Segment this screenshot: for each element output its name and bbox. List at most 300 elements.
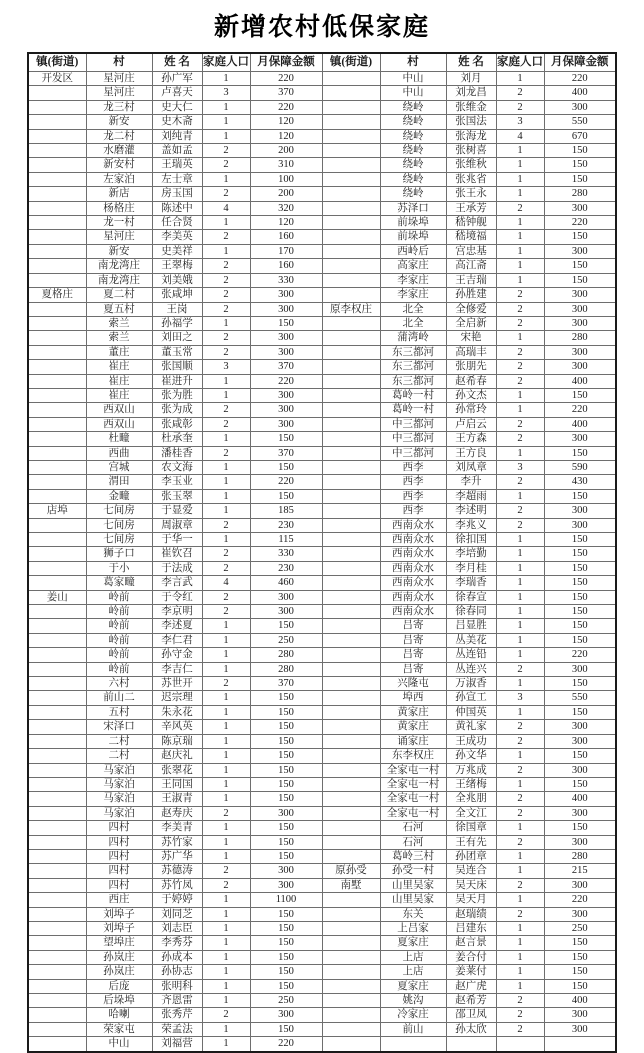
table-cell: 绕岭	[380, 115, 446, 129]
table-cell: 2	[202, 1008, 250, 1022]
table-cell: 赵广虎	[446, 979, 496, 993]
table-cell: 150	[250, 849, 322, 863]
table-cell: 张秀芹	[152, 1008, 202, 1022]
table-cell: 姜山	[28, 590, 86, 604]
table-cell	[28, 244, 86, 258]
table-cell: 西李	[380, 489, 446, 503]
table-cell: 岭前	[86, 605, 152, 619]
table-cell	[322, 792, 380, 806]
table-cell	[28, 360, 86, 374]
table-cell: 后垛埠	[86, 994, 152, 1008]
table-cell: 150	[250, 821, 322, 835]
table-cell: 山里吴家	[380, 893, 446, 907]
table-cell	[28, 705, 86, 719]
table-cell: 星河庄	[86, 86, 152, 100]
table-cell: 姜莱付	[446, 965, 496, 979]
table-cell: 张朋先	[446, 360, 496, 374]
table-cell: 370	[250, 360, 322, 374]
table-row	[28, 172, 616, 186]
table-cell: 330	[250, 547, 322, 561]
table-cell: 全修爱	[446, 302, 496, 316]
table-cell	[28, 1008, 86, 1022]
table-cell: 黄家庄	[380, 705, 446, 719]
table-row	[28, 648, 616, 662]
table-cell: 150	[544, 936, 616, 950]
table-cell	[28, 921, 86, 935]
table-cell: 1	[496, 273, 544, 287]
table-cell	[322, 893, 380, 907]
table-cell: 1	[496, 489, 544, 503]
table-cell: 220	[250, 100, 322, 114]
table-cell: 诵家庄	[380, 734, 446, 748]
table-cell	[28, 331, 86, 345]
table-cell: 150	[544, 446, 616, 460]
table-cell: 刘埠子	[86, 907, 152, 921]
table-cell: 1	[202, 979, 250, 993]
table-cell: 1	[202, 720, 250, 734]
table-cell: 李培勤	[446, 547, 496, 561]
table-cell	[322, 547, 380, 561]
table-cell: 于显爱	[152, 504, 202, 518]
table-cell: 300	[544, 1008, 616, 1022]
table-row	[28, 979, 616, 993]
table-cell: 550	[544, 115, 616, 129]
table-cell: 赵希芳	[446, 994, 496, 1008]
table-cell: 高江斋	[446, 259, 496, 273]
table-cell: 孙守金	[152, 648, 202, 662]
table-cell: 2	[202, 806, 250, 820]
table-cell: 孙岚庄	[86, 950, 152, 964]
table-cell: 潘桂香	[152, 446, 202, 460]
table-cell: 300	[544, 360, 616, 374]
table-row	[28, 403, 616, 417]
table-cell: 1	[202, 936, 250, 950]
table-cell: 300	[544, 302, 616, 316]
table-cell: 刘志臣	[152, 921, 202, 935]
table-cell: 南龙湾庄	[86, 259, 152, 273]
table-cell: 徐国章	[446, 821, 496, 835]
table-cell	[322, 994, 380, 1008]
table-cell: 岭前	[86, 619, 152, 633]
table-cell: 王有先	[446, 835, 496, 849]
table-row	[28, 835, 616, 849]
table-cell: 徐春宣	[446, 590, 496, 604]
table-cell: 300	[544, 907, 616, 921]
table-cell: 全家屯一村	[380, 777, 446, 791]
table-cell: 300	[250, 388, 322, 402]
table-cell: 葛岭一村	[380, 388, 446, 402]
table-cell: 荣家屯	[86, 1022, 152, 1036]
table-cell: 张海龙	[446, 129, 496, 143]
table-cell	[28, 144, 86, 158]
table-cell: 2	[496, 475, 544, 489]
table-cell: 2	[496, 86, 544, 100]
table-cell: 430	[544, 475, 616, 489]
table-cell: 4	[202, 201, 250, 215]
table-cell: 龙三村	[86, 100, 152, 114]
table-cell: 1	[202, 662, 250, 676]
table-cell: 1	[202, 965, 250, 979]
table-cell: 1	[202, 792, 250, 806]
table-cell: 300	[250, 605, 322, 619]
table-cell: 230	[250, 561, 322, 575]
table-cell	[28, 576, 86, 590]
table-cell: 中山	[380, 72, 446, 86]
table-cell	[322, 273, 380, 287]
table-cell: 1	[202, 633, 250, 647]
table-cell: 1	[496, 446, 544, 460]
table-cell: 150	[544, 950, 616, 964]
table-cell: 2	[202, 547, 250, 561]
table-cell: 蒲湾岭	[380, 331, 446, 345]
table-cell: 2	[202, 259, 250, 273]
table-cell: 卢喜天	[152, 86, 202, 100]
table-cell: 300	[250, 345, 322, 359]
table-cell	[322, 129, 380, 143]
table-cell: 七间房	[86, 518, 152, 532]
table-cell: 1	[496, 388, 544, 402]
table-cell: 1	[202, 316, 250, 330]
table-cell: 杨格庄	[86, 201, 152, 215]
table-cell: 300	[544, 100, 616, 114]
table-cell: 160	[250, 230, 322, 244]
table-cell	[322, 734, 380, 748]
table-cell	[28, 936, 86, 950]
table-cell: 中三都河	[380, 432, 446, 446]
table-cell: 新安	[86, 244, 152, 258]
table-cell: 1	[496, 605, 544, 619]
table-cell: 张翠花	[152, 763, 202, 777]
table-cell: 渭田	[86, 475, 152, 489]
table-cell: 2	[496, 316, 544, 330]
table-cell: 黄礼家	[446, 720, 496, 734]
table-cell: 150	[544, 259, 616, 273]
table-cell	[322, 230, 380, 244]
table-row	[28, 806, 616, 820]
table-cell: 徐春同	[446, 605, 496, 619]
table-cell: 夏家庄	[380, 979, 446, 993]
table-cell: 李瑞香	[446, 576, 496, 590]
table-cell: 2	[202, 446, 250, 460]
table-cell	[322, 633, 380, 647]
table-cell: 1	[496, 777, 544, 791]
table-cell	[322, 677, 380, 691]
table-cell: 索兰	[86, 316, 152, 330]
table-cell: 苏竹凤	[152, 878, 202, 892]
table-cell: 李超雨	[446, 489, 496, 503]
table-cell: 1	[202, 72, 250, 86]
table-row	[28, 489, 616, 503]
table-cell	[322, 489, 380, 503]
table-cell: 崔钦召	[152, 547, 202, 561]
table-cell: 绕岭	[380, 158, 446, 172]
table-cell: 于小	[86, 561, 152, 575]
table-cell: 张兆省	[446, 172, 496, 186]
table-cell	[322, 777, 380, 791]
table-cell	[446, 1037, 496, 1052]
table-cell: 150	[250, 489, 322, 503]
table-cell: 开发区	[28, 72, 86, 86]
table-cell: 赵言景	[446, 936, 496, 950]
table-cell: 龙二村	[86, 129, 152, 143]
table-cell: 2	[496, 374, 544, 388]
table-cell: 中山	[380, 86, 446, 100]
table-cell: 1	[202, 907, 250, 921]
table-cell	[28, 489, 86, 503]
table-cell: 1	[202, 388, 250, 402]
table-cell: 卢启云	[446, 417, 496, 431]
table-row	[28, 244, 616, 258]
table-cell	[28, 677, 86, 691]
table-cell: 150	[250, 950, 322, 964]
table-cell	[322, 86, 380, 100]
table-cell	[322, 460, 380, 474]
table-cell: 1	[496, 749, 544, 763]
table-cell: 全家屯一村	[380, 763, 446, 777]
table-cell: 220	[544, 216, 616, 230]
table-cell: 孙福学	[152, 316, 202, 330]
table-cell: 150	[250, 619, 322, 633]
table-cell: 狮子口	[86, 547, 152, 561]
table-row	[28, 446, 616, 460]
table-cell: 七间房	[86, 504, 152, 518]
column-header: 月保障金额	[250, 53, 322, 72]
table-cell: 1	[202, 648, 250, 662]
table-cell	[322, 749, 380, 763]
table-cell	[28, 1022, 86, 1036]
table-cell	[28, 374, 86, 388]
table-cell: 220	[544, 403, 616, 417]
table-cell: 150	[544, 605, 616, 619]
column-header: 镇(街道)	[28, 53, 86, 72]
table-cell: 400	[544, 417, 616, 431]
table-cell: 150	[250, 691, 322, 705]
table-cell: 丛连铅	[446, 648, 496, 662]
table-cell: 1	[202, 432, 250, 446]
table-cell: 马家泊	[86, 792, 152, 806]
table-row	[28, 388, 616, 402]
table-cell: 1	[496, 187, 544, 201]
table-cell: 300	[544, 288, 616, 302]
table-cell: 300	[250, 864, 322, 878]
table-cell: 岭前	[86, 633, 152, 647]
table-cell: 上店	[380, 950, 446, 964]
table-cell: 115	[250, 533, 322, 547]
table-cell: 西南众水	[380, 547, 446, 561]
table-row	[28, 691, 616, 705]
table-row	[28, 821, 616, 835]
table-cell: 220	[250, 72, 322, 86]
table-cell: 1	[202, 1022, 250, 1036]
table-cell	[28, 345, 86, 359]
table-cell	[322, 72, 380, 86]
table-cell: 400	[544, 374, 616, 388]
table-cell: 150	[544, 230, 616, 244]
table-cell: 李吉仁	[152, 662, 202, 676]
table-cell: 300	[544, 763, 616, 777]
table-cell	[28, 446, 86, 460]
table-row	[28, 605, 616, 619]
table-cell: 1	[202, 489, 250, 503]
table-cell: 2	[496, 835, 544, 849]
header-row	[28, 53, 616, 72]
table-cell	[322, 115, 380, 129]
table-cell: 孙文华	[446, 749, 496, 763]
table-cell: 150	[544, 590, 616, 604]
table-cell: 绕岭	[380, 144, 446, 158]
table-cell	[322, 705, 380, 719]
table-cell	[28, 979, 86, 993]
table-cell: 星河庄	[86, 72, 152, 86]
table-cell: 150	[250, 734, 322, 748]
table-cell: 齐恩雷	[152, 994, 202, 1008]
table-cell	[28, 417, 86, 431]
table-cell: 金疃	[86, 489, 152, 503]
table-cell: 2	[202, 187, 250, 201]
table-cell: 四村	[86, 821, 152, 835]
table-row	[28, 734, 616, 748]
table-cell: 150	[544, 144, 616, 158]
table-cell: 160	[250, 259, 322, 273]
table-cell: 300	[544, 504, 616, 518]
table-cell: 西双山	[86, 417, 152, 431]
table-cell: 310	[250, 158, 322, 172]
table-cell: 朱永花	[152, 705, 202, 719]
table-cell: 2	[202, 878, 250, 892]
table-cell	[28, 633, 86, 647]
table-cell: 1	[202, 504, 250, 518]
table-cell: 1	[202, 893, 250, 907]
table-cell: 200	[250, 187, 322, 201]
table-cell: 2	[496, 878, 544, 892]
table-cell: 3	[496, 115, 544, 129]
table-row	[28, 749, 616, 763]
table-row	[28, 1037, 616, 1052]
table-cell: 南龙湾庄	[86, 273, 152, 287]
table-cell: 2	[496, 302, 544, 316]
table-cell: 张玉翠	[152, 489, 202, 503]
table-cell: 四村	[86, 878, 152, 892]
table-cell	[322, 216, 380, 230]
table-cell: 1	[202, 705, 250, 719]
table-cell: 120	[250, 216, 322, 230]
table-cell: 中三都河	[380, 446, 446, 460]
table-cell	[322, 187, 380, 201]
table-cell: 400	[544, 792, 616, 806]
table-cell: 水磨灌	[86, 144, 152, 158]
table-cell	[322, 576, 380, 590]
table-cell: 北全	[380, 302, 446, 316]
table-cell: 4	[496, 129, 544, 143]
table-cell	[322, 288, 380, 302]
table-cell	[28, 201, 86, 215]
table-cell: 黄家庄	[380, 720, 446, 734]
table-cell: 赵瑞绩	[446, 907, 496, 921]
table-cell: 赵希春	[446, 374, 496, 388]
table-cell: 2	[202, 302, 250, 316]
table-cell: 1	[496, 172, 544, 186]
table-cell: 400	[544, 994, 616, 1008]
column-header: 村	[380, 53, 446, 72]
table-cell: 250	[250, 994, 322, 1008]
table-cell: 高瑞丰	[446, 345, 496, 359]
table-cell: 220	[250, 374, 322, 388]
table-cell: 新安	[86, 115, 152, 129]
table-cell: 150	[250, 432, 322, 446]
table-cell: 1	[496, 533, 544, 547]
table-cell: 刘埠子	[86, 921, 152, 935]
table-cell	[322, 835, 380, 849]
table-cell: 王瑞英	[152, 158, 202, 172]
table-cell	[322, 504, 380, 518]
table-cell: 1	[202, 172, 250, 186]
table-cell: 3	[202, 360, 250, 374]
table-cell: 西庄	[86, 893, 152, 907]
table-cell: 1	[496, 619, 544, 633]
table-cell: 150	[250, 705, 322, 719]
table-cell: 2	[202, 288, 250, 302]
column-header: 月保障金额	[544, 53, 616, 72]
table-cell	[322, 605, 380, 619]
table-cell: 1	[496, 72, 544, 86]
table-cell	[28, 605, 86, 619]
table-cell: 1	[496, 244, 544, 258]
table-cell	[28, 849, 86, 863]
table-cell	[322, 100, 380, 114]
table-cell	[28, 763, 86, 777]
table-cell: 150	[250, 749, 322, 763]
table-cell: 刘田之	[152, 331, 202, 345]
table-cell: 150	[250, 720, 322, 734]
table-cell: 东李权庄	[380, 749, 446, 763]
table-cell: 于令红	[152, 590, 202, 604]
table-cell	[28, 187, 86, 201]
table-cell: 1	[496, 821, 544, 835]
table-cell: 西南众水	[380, 561, 446, 575]
table-cell: 张维金	[446, 100, 496, 114]
table-cell: 150	[250, 965, 322, 979]
table-cell: 1	[496, 547, 544, 561]
table-cell: 嵇钟舰	[446, 216, 496, 230]
table-cell: 150	[544, 158, 616, 172]
table-cell: 220	[544, 893, 616, 907]
table-cell: 中三都河	[380, 417, 446, 431]
table-cell: 李述夏	[152, 619, 202, 633]
table-row	[28, 216, 616, 230]
table-row	[28, 633, 616, 647]
table-cell: 陈述中	[152, 201, 202, 215]
page-title: 新增农村低保家庭	[213, 14, 430, 41]
table-cell	[322, 691, 380, 705]
table-cell: 左家泊	[86, 172, 152, 186]
table-cell	[322, 403, 380, 417]
table-cell: 2	[202, 864, 250, 878]
table-cell: 150	[544, 273, 616, 287]
table-cell: 崔进升	[152, 374, 202, 388]
table-cell: 370	[250, 446, 322, 460]
table-cell	[322, 244, 380, 258]
table-cell: 岭前	[86, 662, 152, 676]
table-cell: 150	[544, 965, 616, 979]
table-cell: 王同国	[152, 777, 202, 791]
table-row	[28, 360, 616, 374]
table-cell: 徐扣国	[446, 533, 496, 547]
table-cell	[322, 1008, 380, 1022]
table-cell: 李美英	[152, 230, 202, 244]
table-cell: 300	[250, 417, 322, 431]
table-cell: 赵寿庆	[152, 806, 202, 820]
table-cell: 王翠梅	[152, 259, 202, 273]
